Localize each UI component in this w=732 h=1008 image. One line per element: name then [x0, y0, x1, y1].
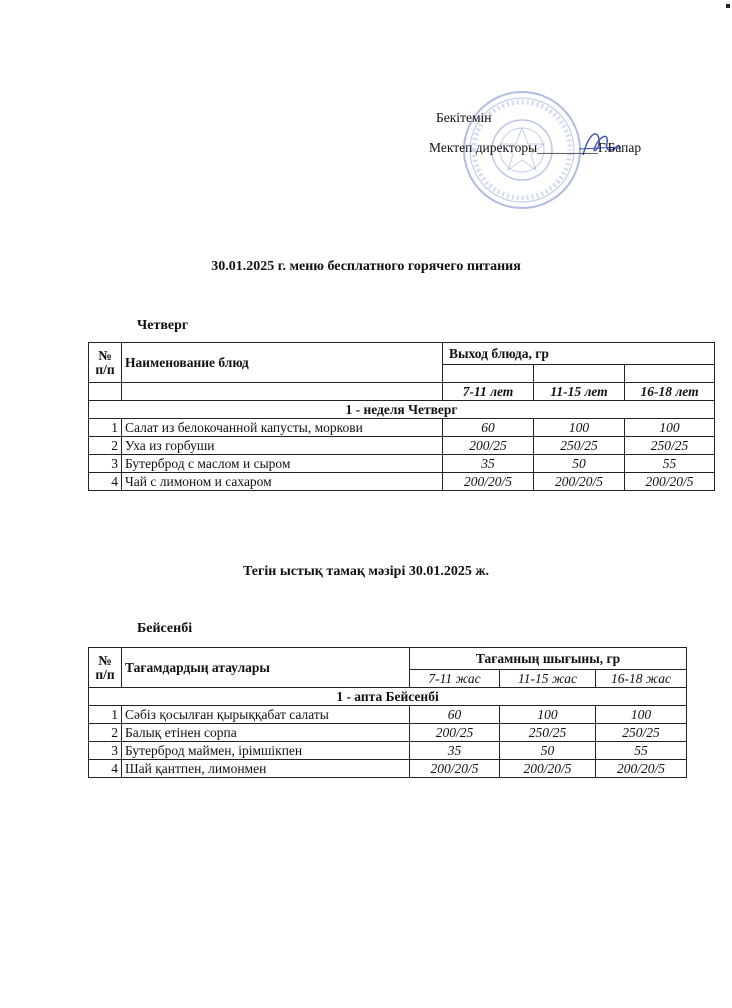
portion-age-2: 50 — [500, 742, 596, 760]
table-row — [89, 760, 687, 778]
dish-name: Салат из белокочанной капусты, моркови — [122, 419, 443, 437]
row-num: 4 — [89, 473, 122, 491]
portion-age-3: 100 — [596, 706, 687, 724]
portion-age-2: 100 — [500, 706, 596, 724]
day-label-ru: Четверг — [137, 318, 189, 333]
portion-age-1: 60 — [410, 706, 500, 724]
dish-name: Бутерброд с маслом и сыром — [122, 455, 443, 473]
header-empty — [625, 365, 715, 383]
signature-underline: _________ — [537, 140, 598, 155]
dish-name: Сәбіз қосылған қырыққабат салаты — [122, 706, 410, 724]
portion-age-2: 200/20/5 — [500, 760, 596, 778]
header-empty — [534, 365, 625, 383]
row-num: 1 — [89, 706, 122, 724]
portion-age-1: 200/20/5 — [443, 473, 534, 491]
header-empty — [89, 383, 122, 401]
header-age-1: 7-11 лет — [443, 383, 534, 401]
menu-title-kz: Тегін ыстық тамақ мәзірі 30.01.2025 ж. — [243, 564, 489, 579]
portion-age-3: 200/20/5 — [596, 760, 687, 778]
table-row — [89, 419, 715, 437]
portion-age-2: 200/20/5 — [534, 473, 625, 491]
header-dish-name: Наименование блюд — [122, 343, 443, 383]
row-num: 3 — [89, 742, 122, 760]
portion-age-1: 200/25 — [443, 437, 534, 455]
director-line — [429, 140, 641, 156]
header-age-3: 16-18 жас — [596, 670, 687, 688]
portion-age-2: 50 — [534, 455, 625, 473]
row-num: 1 — [89, 419, 122, 437]
row-num: 2 — [89, 724, 122, 742]
portion-age-3: 250/25 — [596, 724, 687, 742]
header-dish-name: Тағамдардың атаулары — [122, 648, 410, 688]
portion-age-2: 100 — [534, 419, 625, 437]
table-row — [89, 742, 687, 760]
day-label-kz: Бейсенбі — [137, 621, 193, 636]
director-name: Г.Бапар — [597, 140, 642, 155]
menu-table-kz — [88, 647, 687, 778]
table-row — [89, 437, 715, 455]
header-empty — [443, 365, 534, 383]
header-age-1: 7-11 жас — [410, 670, 500, 688]
dish-name: Уха из горбуши — [122, 437, 443, 455]
dish-name: Балық етінен сорпа — [122, 724, 410, 742]
portion-age-3: 55 — [625, 455, 715, 473]
portion-age-1: 60 — [443, 419, 534, 437]
menu-title-ru: 30.01.2025 г. меню бесплатного горячего питания — [211, 259, 521, 274]
scan-mark — [726, 4, 730, 8]
portion-age-3: 200/20/5 — [625, 473, 715, 491]
table-row — [89, 724, 687, 742]
portion-age-3: 100 — [625, 419, 715, 437]
header-output: Выход блюда, гр — [443, 343, 715, 365]
week-row: 1 - неделя Четверг — [89, 401, 715, 419]
header-num: № п/п — [89, 648, 122, 688]
portion-age-1: 200/20/5 — [410, 760, 500, 778]
header-age-2: 11-15 жас — [500, 670, 596, 688]
row-num: 4 — [89, 760, 122, 778]
table-row — [89, 473, 715, 491]
table-row — [89, 455, 715, 473]
header-age-3: 16-18 лет — [625, 383, 715, 401]
table-row — [89, 706, 687, 724]
week-row: 1 - апта Бейсенбі — [89, 688, 687, 706]
row-num: 3 — [89, 455, 122, 473]
header-empty — [122, 383, 443, 401]
portion-age-3: 55 — [596, 742, 687, 760]
header-num: № п/п — [89, 343, 122, 383]
header-age-2: 11-15 лет — [534, 383, 625, 401]
director-position: Мектеп директоры — [429, 140, 538, 155]
portion-age-2: 250/25 — [534, 437, 625, 455]
portion-age-1: 35 — [410, 742, 500, 760]
dish-name: Бутерброд маймен, ірімшікпен — [122, 742, 410, 760]
portion-age-2: 250/25 — [500, 724, 596, 742]
row-num: 2 — [89, 437, 122, 455]
portion-age-3: 250/25 — [625, 437, 715, 455]
menu-table-ru — [88, 342, 715, 491]
approve-label: Бекітемін — [436, 110, 492, 125]
header-output: Тағамның шығыны, гр — [410, 648, 687, 670]
dish-name: Шай қантпен, лимонмен — [122, 760, 410, 778]
portion-age-1: 200/25 — [410, 724, 500, 742]
dish-name: Чай с лимоном и сахаром — [122, 473, 443, 491]
portion-age-1: 35 — [443, 455, 534, 473]
